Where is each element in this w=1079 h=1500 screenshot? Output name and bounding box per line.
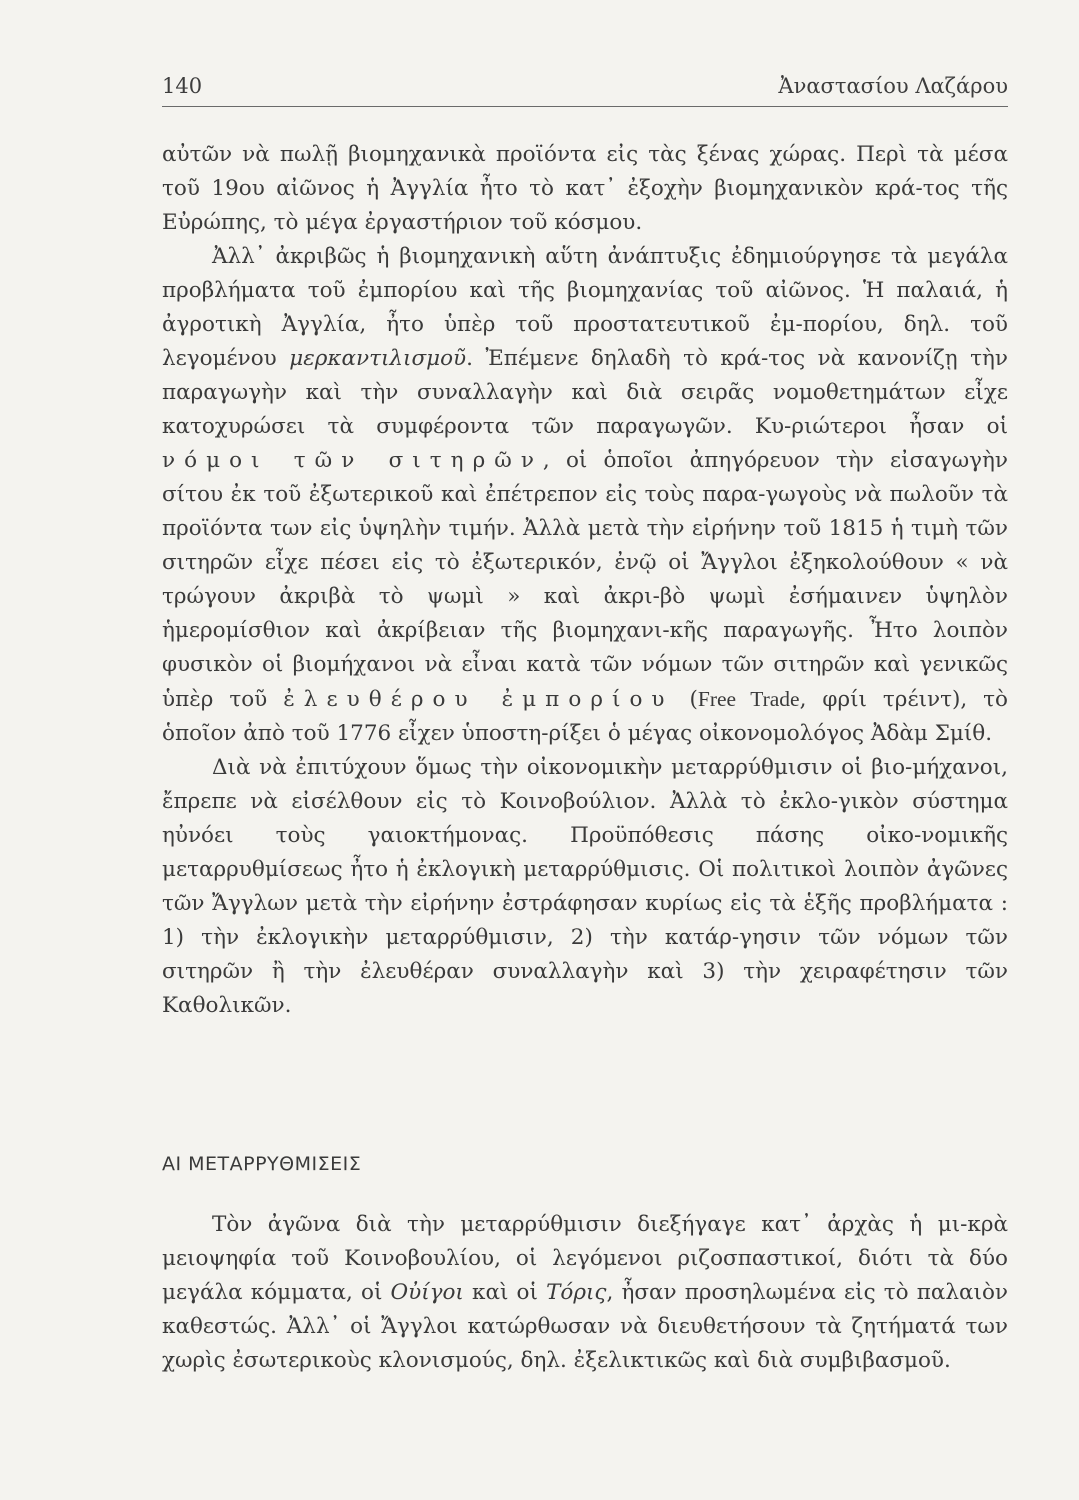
header-rule [162, 106, 1008, 107]
paragraph-2-text: . Ἐπέμενε δηλαδὴ τὸ κρά-τος νὰ κανονίζῃ τὴν παραγωγὴν καὶ τὴν συναλλαγὴν καὶ διὰ σειρᾶς νομοθετημάτων εἶχε κατοχυρώσει τὰ συμφέροντα τῶν παραγωγῶν. Κυ-ριώτεροι ἦσαν οἱ [162, 346, 1008, 439]
paragraph-3-text: Διὰ νὰ ἐπιτύχουν ὅμως τὴν οἰκονομικὴν μεταρρύθμισιν οἱ βιο-μήχανοι, ἔπρεπε νὰ εἰσέλθουν εἰς τὸ Κοινοβούλιον. Ἀλλὰ τὸ ἐκλο-γικὸν σύστημα ηὐνόει τοὺς γαιοκτήμονας. Προϋπόθεσις πάσης οἰκο-νομικῆς μεταρρυθμίσεως ἦτο ἡ ἐκλογικὴ μεταρρύθμισις. Οἱ πολιτικοὶ λοιπὸν ἀγῶνες τῶν Ἄγγλων μετὰ τὴν εἰρήνην ἐστράφησαν κυρίως εἰς τὰ ἑξῆς προβλήματα : 1) τὴν ἐκλογικὴν μεταρρύθμισιν, 2) τὴν κατάρ-γησιν τῶν νόμων τῶν σιτηρῶν ἢ τὴν ἐλευθέραν συναλλαγὴν καὶ 3) τὴν χειραφέτησιν τῶν Καθολικῶν. [162, 755, 1008, 1018]
section-text [162, 1208, 1008, 1378]
page-number: 140 [162, 74, 203, 98]
paragraph-4-text: , ἦσαν προσηλωμένα εἰς τὸ παλαιὸν καθεστώς. Ἀλλ᾽ οἱ Ἄγγλοι κατώρθωσαν νὰ διευθετήσουν τὰ ζητήματά των χωρὶς ἐσωτερικοὺς κλονισμούς, δηλ. ἐξελικτικῶς καὶ διὰ συμβιβασμοῦ. [162, 1280, 1008, 1373]
paragraph-4 [162, 1208, 1008, 1378]
paragraph-4-text: Τὸν ἀγῶνα διὰ τὴν μεταρρύθμισιν διεξήγαγε κατ᾽ ἀρχὰς ἡ μι-κρὰ μειοψηφία τοῦ Κοινοβουλίου, οἱ λεγόμενοι ριζοσπαστικοί, διότι τὰ δύο μεγάλα κόμματα, οἱ [162, 1212, 1008, 1305]
paragraph-2 [162, 240, 1008, 751]
main-text [162, 138, 1008, 1023]
running-title: Ἀναστασίου Λαζάρου [778, 74, 1008, 98]
spaced-term: ἐλευθέρου ἐμπορίου [283, 687, 674, 712]
paragraph-2-text: Ἀλλ᾽ ἀκριβῶς ἡ βιομηχανικὴ αὕτη ἀνάπτυξις ἐδημιούργησε τὰ μεγάλα προβλήματα τοῦ ἐμπορίου καὶ τῆς βιομηχανίας τοῦ αἰῶνος. Ἡ παλαιά, ἡ ἀγροτικὴ Ἀγγλία, ἦτο ὑπὲρ τοῦ προστατευτικοῦ ἐμ-πορίου, δηλ. τοῦ λεγομένου [162, 244, 1008, 371]
paragraph-2-text: ( [689, 687, 698, 712]
italic-term: μερκαντιλισμοῦ [289, 346, 467, 371]
paragraph-1-text: αὐτῶν νὰ πωλῇ βιομηχανικὰ προϊόντα εἰς τὰς ξένας χώρας. Περὶ τὰ μέσα τοῦ 19ου αἰῶνος ἡ Ἀγγλία ἦτο τὸ κατ᾽ ἐξοχὴν βιομηχανικὸν κρά-τος τῆς Εὐρώπης, τὸ μέγα ἐργαστήριον τοῦ κόσμου. [162, 142, 1008, 235]
paragraph-2-text: , φρίι τρέιντ), τὸ ὁποῖον ἀπὸ τοῦ 1776 εἶχεν ὑποστη-ρίξει ὁ μέγας οἰκονομολόγος Ἀδὰμ Σμίθ. [162, 687, 1009, 746]
paragraph-2-text: , οἱ ὁποῖοι ἀπηγόρευον τὴν εἰσαγωγὴν σίτου ἐκ τοῦ ἐξωτερικοῦ καὶ ἐπέτρεπον εἰς τοὺς παρα-γωγοὺς νὰ πωλοῦν τὰ προϊόντα των εἰς ὑψηλὴν τιμήν. Ἀλλὰ μετὰ τὴν εἰρήνην τοῦ 1815 ἡ τιμὴ τῶν σιτηρῶν εἶχε πέσει εἰς τὸ ἐξωτερικόν, ἐνῷ οἱ Ἄγγλοι ἐξηκολούθουν « νὰ τρώγουν ἀκριβὰ τὸ ψωμὶ » καὶ ἀκρι-βὸ ψωμὶ ἐσήμαινεν ὑψηλὸν ἡμερομίσθιον καὶ ἀκρίβειαν τῆς βιομηχανι-κῆς παραγωγῆς. Ἦτο λοιπὸν φυσικὸν οἱ βιομήχανοι νὰ εἶναι κατὰ τῶν νόμων τῶν σιτηρῶν καὶ γενικῶς ὑπὲρ τοῦ [162, 448, 1008, 712]
paragraph-1 [162, 138, 1008, 240]
italic-term: Τόρις [546, 1280, 607, 1305]
running-head [162, 70, 1008, 104]
latin-term: Free Trade [697, 687, 800, 711]
paragraph-4-text: καὶ οἱ [472, 1280, 538, 1305]
paragraph-3 [162, 751, 1008, 1023]
italic-term: Οὐίγοι [390, 1280, 464, 1305]
section-heading: ΑΙ ΜΕΤΑΡΡΥΘΜΙΣΕΙΣ [162, 1153, 362, 1175]
spaced-term: νόμοι τῶν σιτηρῶν [162, 448, 543, 473]
